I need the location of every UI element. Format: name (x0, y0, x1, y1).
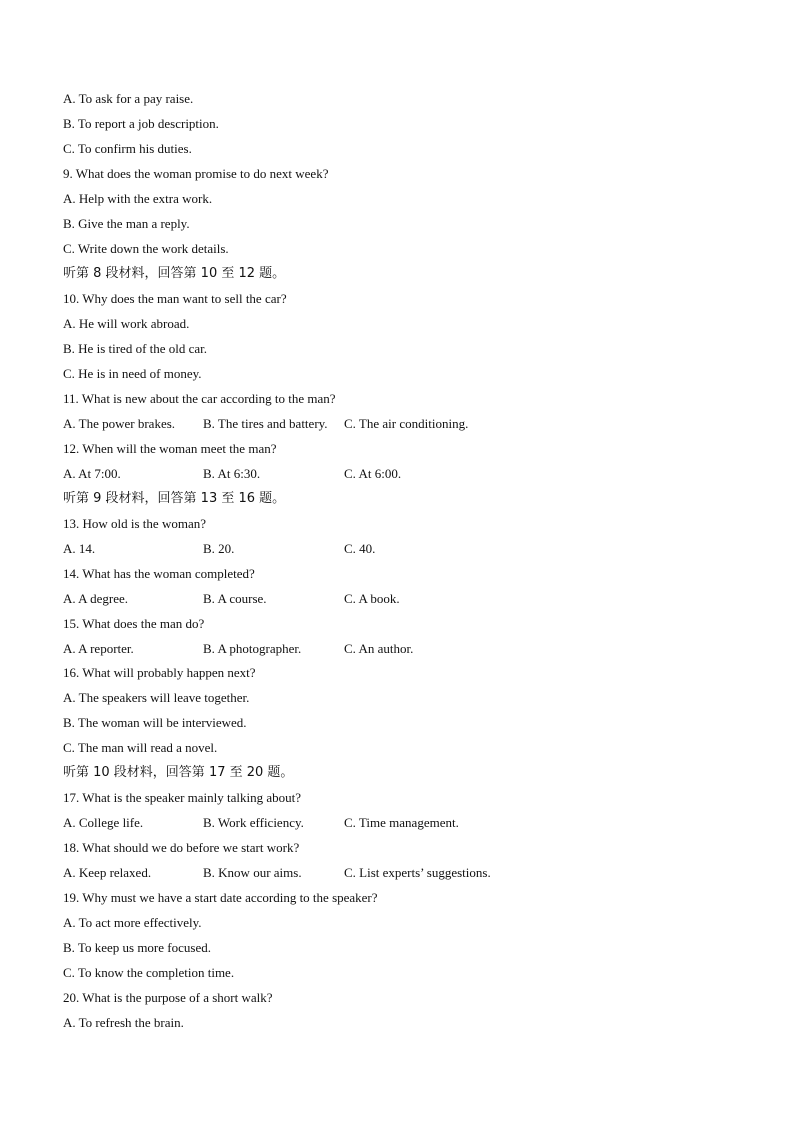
q17-option-c: C. Time management. (344, 815, 459, 830)
q19-option-a: A. To act more effectively. (63, 915, 202, 930)
q19-question: 19. Why must we have a start date according to the speaker? (63, 890, 378, 905)
q9-option-c: C. Write down the work details. (63, 241, 229, 256)
q13-question: 13. How old is the woman? (63, 516, 206, 531)
q20-option-a: A. To refresh the brain. (63, 1015, 184, 1030)
q8-option-c: C. To confirm his duties. (63, 141, 192, 156)
q18-option-a: A. Keep relaxed. (63, 865, 152, 880)
q11-option-b: B. The tires and battery. (203, 416, 328, 431)
q8-option-b: B. To report a job description. (63, 116, 219, 131)
q10-question: 10. Why does the man want to sell the car? (63, 291, 287, 306)
q13-option-c: C. 40. (344, 541, 376, 556)
q18-option-c: C. List experts’ suggestions. (344, 865, 491, 880)
q13-option-a: A. 14. (63, 541, 96, 556)
q15-option-a: A. A reporter. (63, 641, 134, 656)
q17-option-a: A. College life. (63, 815, 144, 830)
q19-option-b: B. To keep us more focused. (63, 940, 211, 955)
q8-option-a: A. To ask for a pay raise. (63, 91, 194, 106)
q18-question: 18. What should we do before we start work? (63, 840, 300, 855)
q14-question: 14. What has the woman completed? (63, 566, 255, 581)
q15-question: 15. What does the man do? (63, 616, 205, 631)
q13-options (63, 539, 523, 559)
section-heading-10: 听第 10 段材料，回答第 17 至 20 题。 (63, 765, 294, 780)
q20-question: 20. What is the purpose of a short walk? (63, 990, 273, 1005)
q14-option-b: B. A course. (203, 591, 267, 606)
q16-question: 16. What will probably happen next? (63, 665, 256, 680)
q14-option-c: C. A book. (344, 591, 400, 606)
q15-options (63, 639, 523, 659)
q17-option-b: B. Work efficiency. (203, 815, 304, 830)
q18-options (63, 863, 523, 883)
q16-option-b: B. The woman will be interviewed. (63, 715, 247, 730)
q10-option-c: C. He is in need of money. (63, 366, 202, 381)
q12-question: 12. When will the woman meet the man? (63, 441, 277, 456)
q14-options (63, 589, 523, 609)
q17-options (63, 813, 523, 833)
q16-option-a: A. The speakers will leave together. (63, 690, 250, 705)
q10-option-a: A. He will work abroad. (63, 316, 190, 331)
q14-option-a: A. A degree. (63, 591, 128, 606)
q12-option-c: C. At 6:00. (344, 466, 402, 481)
q12-option-a: A. At 7:00. (63, 466, 121, 481)
section-heading-9: 听第 9 段材料，回答第 13 至 16 题。 (63, 491, 286, 506)
q15-option-c: C. An author. (344, 641, 414, 656)
q11-options (63, 414, 523, 434)
q16-option-c: C. The man will read a novel. (63, 740, 218, 755)
q12-options (63, 464, 523, 484)
q10-option-b: B. He is tired of the old car. (63, 341, 208, 356)
q9-option-b: B. Give the man a reply. (63, 216, 190, 231)
q9-question: 9. What does the woman promise to do next week? (63, 166, 329, 181)
q17-question: 17. What is the speaker mainly talking about? (63, 790, 302, 805)
q12-option-b: B. At 6:30. (203, 466, 261, 481)
q11-option-a: A. The power brakes. (63, 416, 176, 431)
q15-option-b: B. A photographer. (203, 641, 302, 656)
q11-option-c: C. The air conditioning. (344, 416, 469, 431)
q13-option-b: B. 20. (203, 541, 235, 556)
q9-option-a: A. Help with the extra work. (63, 191, 213, 206)
q19-option-c: C. To know the completion time. (63, 965, 235, 980)
q18-option-b: B. Know our aims. (203, 865, 302, 880)
section-heading-8: 听第 8 段材料，回答第 10 至 12 题。 (63, 266, 286, 281)
q11-question: 11. What is new about the car according to the man? (63, 391, 336, 406)
